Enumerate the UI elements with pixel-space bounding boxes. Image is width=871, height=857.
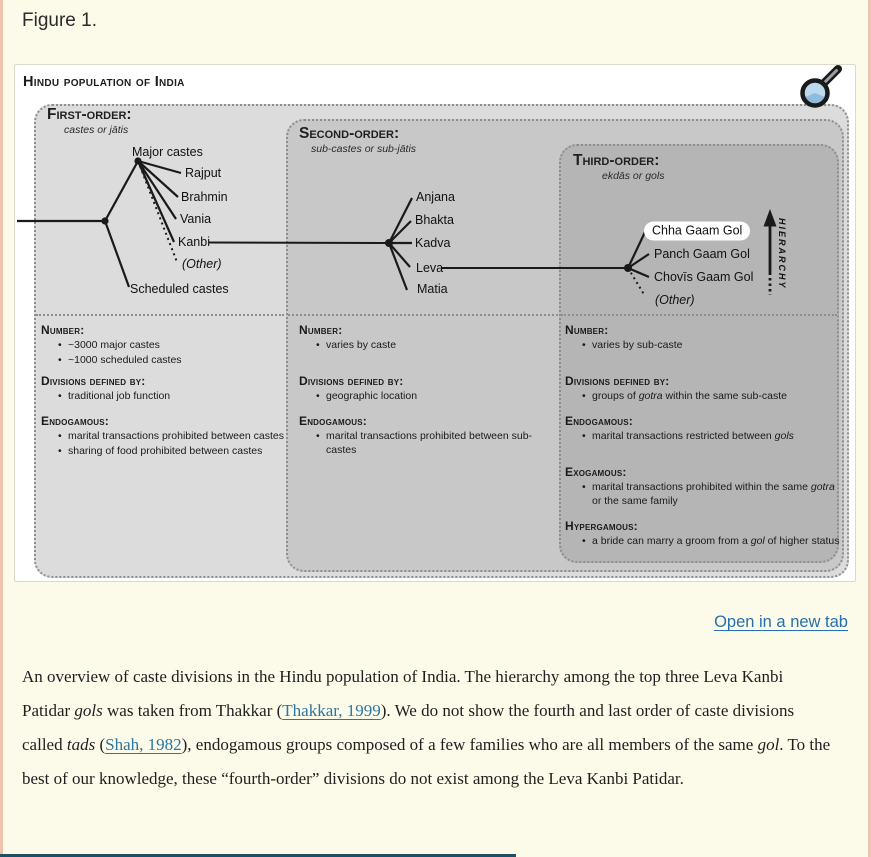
bullet-item: • ~1000 scheduled castes xyxy=(57,354,293,368)
bullet-text-run: within the same sub-caste xyxy=(662,390,787,402)
second-order-heading: Second-order: xyxy=(299,125,400,142)
caption-text-run: . To the best of our knowledge, these “fourth-order” divisions do not exist among the Leva Kanbi Patidar. xyxy=(22,735,831,788)
magnifier-icon[interactable] xyxy=(797,62,845,112)
second-order-endogamous-section xyxy=(299,414,561,457)
node-label-kanbi: Kanbi xyxy=(178,235,210,249)
bullet-text-run: a bride can marry a groom from a xyxy=(592,535,751,547)
bullet-item: • traditional job function xyxy=(57,390,293,404)
bullet-item: • marital transactions prohibited between sub-castes xyxy=(315,430,561,457)
first-order-divisions-section xyxy=(41,374,293,404)
hierarchy-label: HIERARCHY xyxy=(777,218,787,290)
bullet-text-run: marital transactions prohibited within the same xyxy=(592,481,811,493)
caption-text-run: ). We do not show the fourth and last order of caste divisions called xyxy=(22,701,795,754)
bullet-text-run: or the same family xyxy=(592,494,678,507)
node-label-chha-gaam-gol: Chha Gaam Gol xyxy=(644,222,750,241)
bullet-text-run: marital transactions restricted between xyxy=(592,430,775,442)
bullet-item: • marital transactions prohibited between castes xyxy=(57,430,293,444)
node-label-major-castes: Major castes xyxy=(132,145,203,159)
diagram-title: Hindu population of India xyxy=(23,74,185,90)
node-label-chovis-gaam-gol: Chovīs Gaam Gol xyxy=(654,270,754,284)
bullet-text-run-italic: gols xyxy=(774,430,794,442)
section-heading: Divisions defined by: xyxy=(565,374,670,388)
bullet-item: • geographic location xyxy=(315,390,561,404)
third-order-heading: Third-order: xyxy=(573,152,660,169)
section-heading: Number: xyxy=(565,323,609,337)
first-order-heading: First-order: xyxy=(47,106,132,123)
open-in-new-tab-link[interactable]: Open in a new tab xyxy=(714,613,848,631)
bullet-text-run: groups of xyxy=(592,390,639,402)
second-order-number-section xyxy=(299,323,561,353)
node-label-anjana: Anjana xyxy=(416,190,455,204)
caption-text-run: An overview of caste divisions in the Hindu population of India. The hierarchy among the top three Leva Kanbi Patidar xyxy=(22,667,784,720)
third-order-number-section xyxy=(565,323,841,353)
caption-text-run: ( xyxy=(95,735,106,754)
bullet-item: • varies by caste xyxy=(315,339,561,353)
section-heading: Divisions defined by: xyxy=(41,374,146,388)
first-order-endogamous-section xyxy=(41,414,293,458)
node-label-leva: Leva xyxy=(416,261,444,275)
section-heading: Hypergamous: xyxy=(565,519,638,533)
caption-text-run: ), endogamous groups composed of a few families who are all members of the same xyxy=(181,735,758,754)
figure-label: Figure 1. xyxy=(22,10,97,31)
third-order-separator xyxy=(561,314,837,316)
node-label-matia: Matia xyxy=(417,282,448,296)
first-order-number-section xyxy=(41,323,293,367)
hierarchy-arrow xyxy=(764,209,777,295)
node-label-vania: Vania xyxy=(180,212,212,226)
third-order-divisions-section xyxy=(565,374,841,404)
section-heading: Exogamous: xyxy=(565,465,627,479)
caption-text-run-italic: gol xyxy=(757,735,780,754)
bullet-item: • varies by sub-caste xyxy=(581,339,841,353)
node-label-other-third: (Other) xyxy=(655,293,695,307)
bullet-text-run: of higher status xyxy=(764,535,840,547)
section-heading: Endogamous: xyxy=(41,414,109,428)
section-heading: Endogamous: xyxy=(299,414,367,428)
citation-link-thakkar-1999[interactable]: Thakkar, 1999 xyxy=(282,701,381,720)
node-label-brahmin: Brahmin xyxy=(181,190,228,204)
bullet-item: • sharing of food prohibited between castes xyxy=(57,445,293,459)
node-label-other-first: (Other) xyxy=(182,257,222,271)
node-label-rajput: Rajput xyxy=(185,166,222,180)
second-order-subheading: sub-castes or sub-jātis xyxy=(311,143,417,155)
node-label-scheduled-castes: Scheduled castes xyxy=(130,282,229,296)
bullet-text-run-italic: gotra xyxy=(638,390,663,402)
third-order-endogamous-section xyxy=(565,414,841,444)
section-heading: Divisions defined by: xyxy=(299,374,404,388)
second-order-separator xyxy=(288,314,558,316)
third-order-exogamous-section xyxy=(565,465,841,508)
second-order-divisions-section xyxy=(299,374,561,404)
bullet-text-run-italic: gotra xyxy=(810,481,835,493)
first-order-separator xyxy=(36,314,284,316)
bullet-item xyxy=(581,481,841,508)
first-order-subheading: castes or jātis xyxy=(64,124,129,136)
section-heading: Endogamous: xyxy=(565,414,633,428)
node-label-panch-gaam-gol: Panch Gaam Gol xyxy=(654,247,750,261)
node-label-bhakta: Bhakta xyxy=(415,213,454,227)
bullet-item xyxy=(581,535,841,549)
bullet-item xyxy=(581,390,841,404)
bullet-item: • ~3000 major castes xyxy=(57,339,293,353)
figure-caption xyxy=(22,660,834,796)
section-heading: Number: xyxy=(41,323,85,337)
caption-text-run-italic: tads xyxy=(66,735,96,754)
node-label-kadva: Kadva xyxy=(415,236,451,250)
left-page-border xyxy=(0,0,3,857)
third-order-hypergamous-section xyxy=(565,519,841,549)
third-order-subheading: ekdās or gols xyxy=(602,170,665,182)
citation-link-shah-1982[interactable]: Shah, 1982 xyxy=(105,735,182,754)
bullet-item xyxy=(581,430,841,444)
figure-panel xyxy=(14,64,856,582)
caption-text-run: was taken from Thakkar ( xyxy=(102,701,283,720)
bullet-text-run-italic: gol xyxy=(750,535,765,547)
section-heading: Number: xyxy=(299,323,343,337)
caption-text-run-italic: gols xyxy=(74,701,103,720)
